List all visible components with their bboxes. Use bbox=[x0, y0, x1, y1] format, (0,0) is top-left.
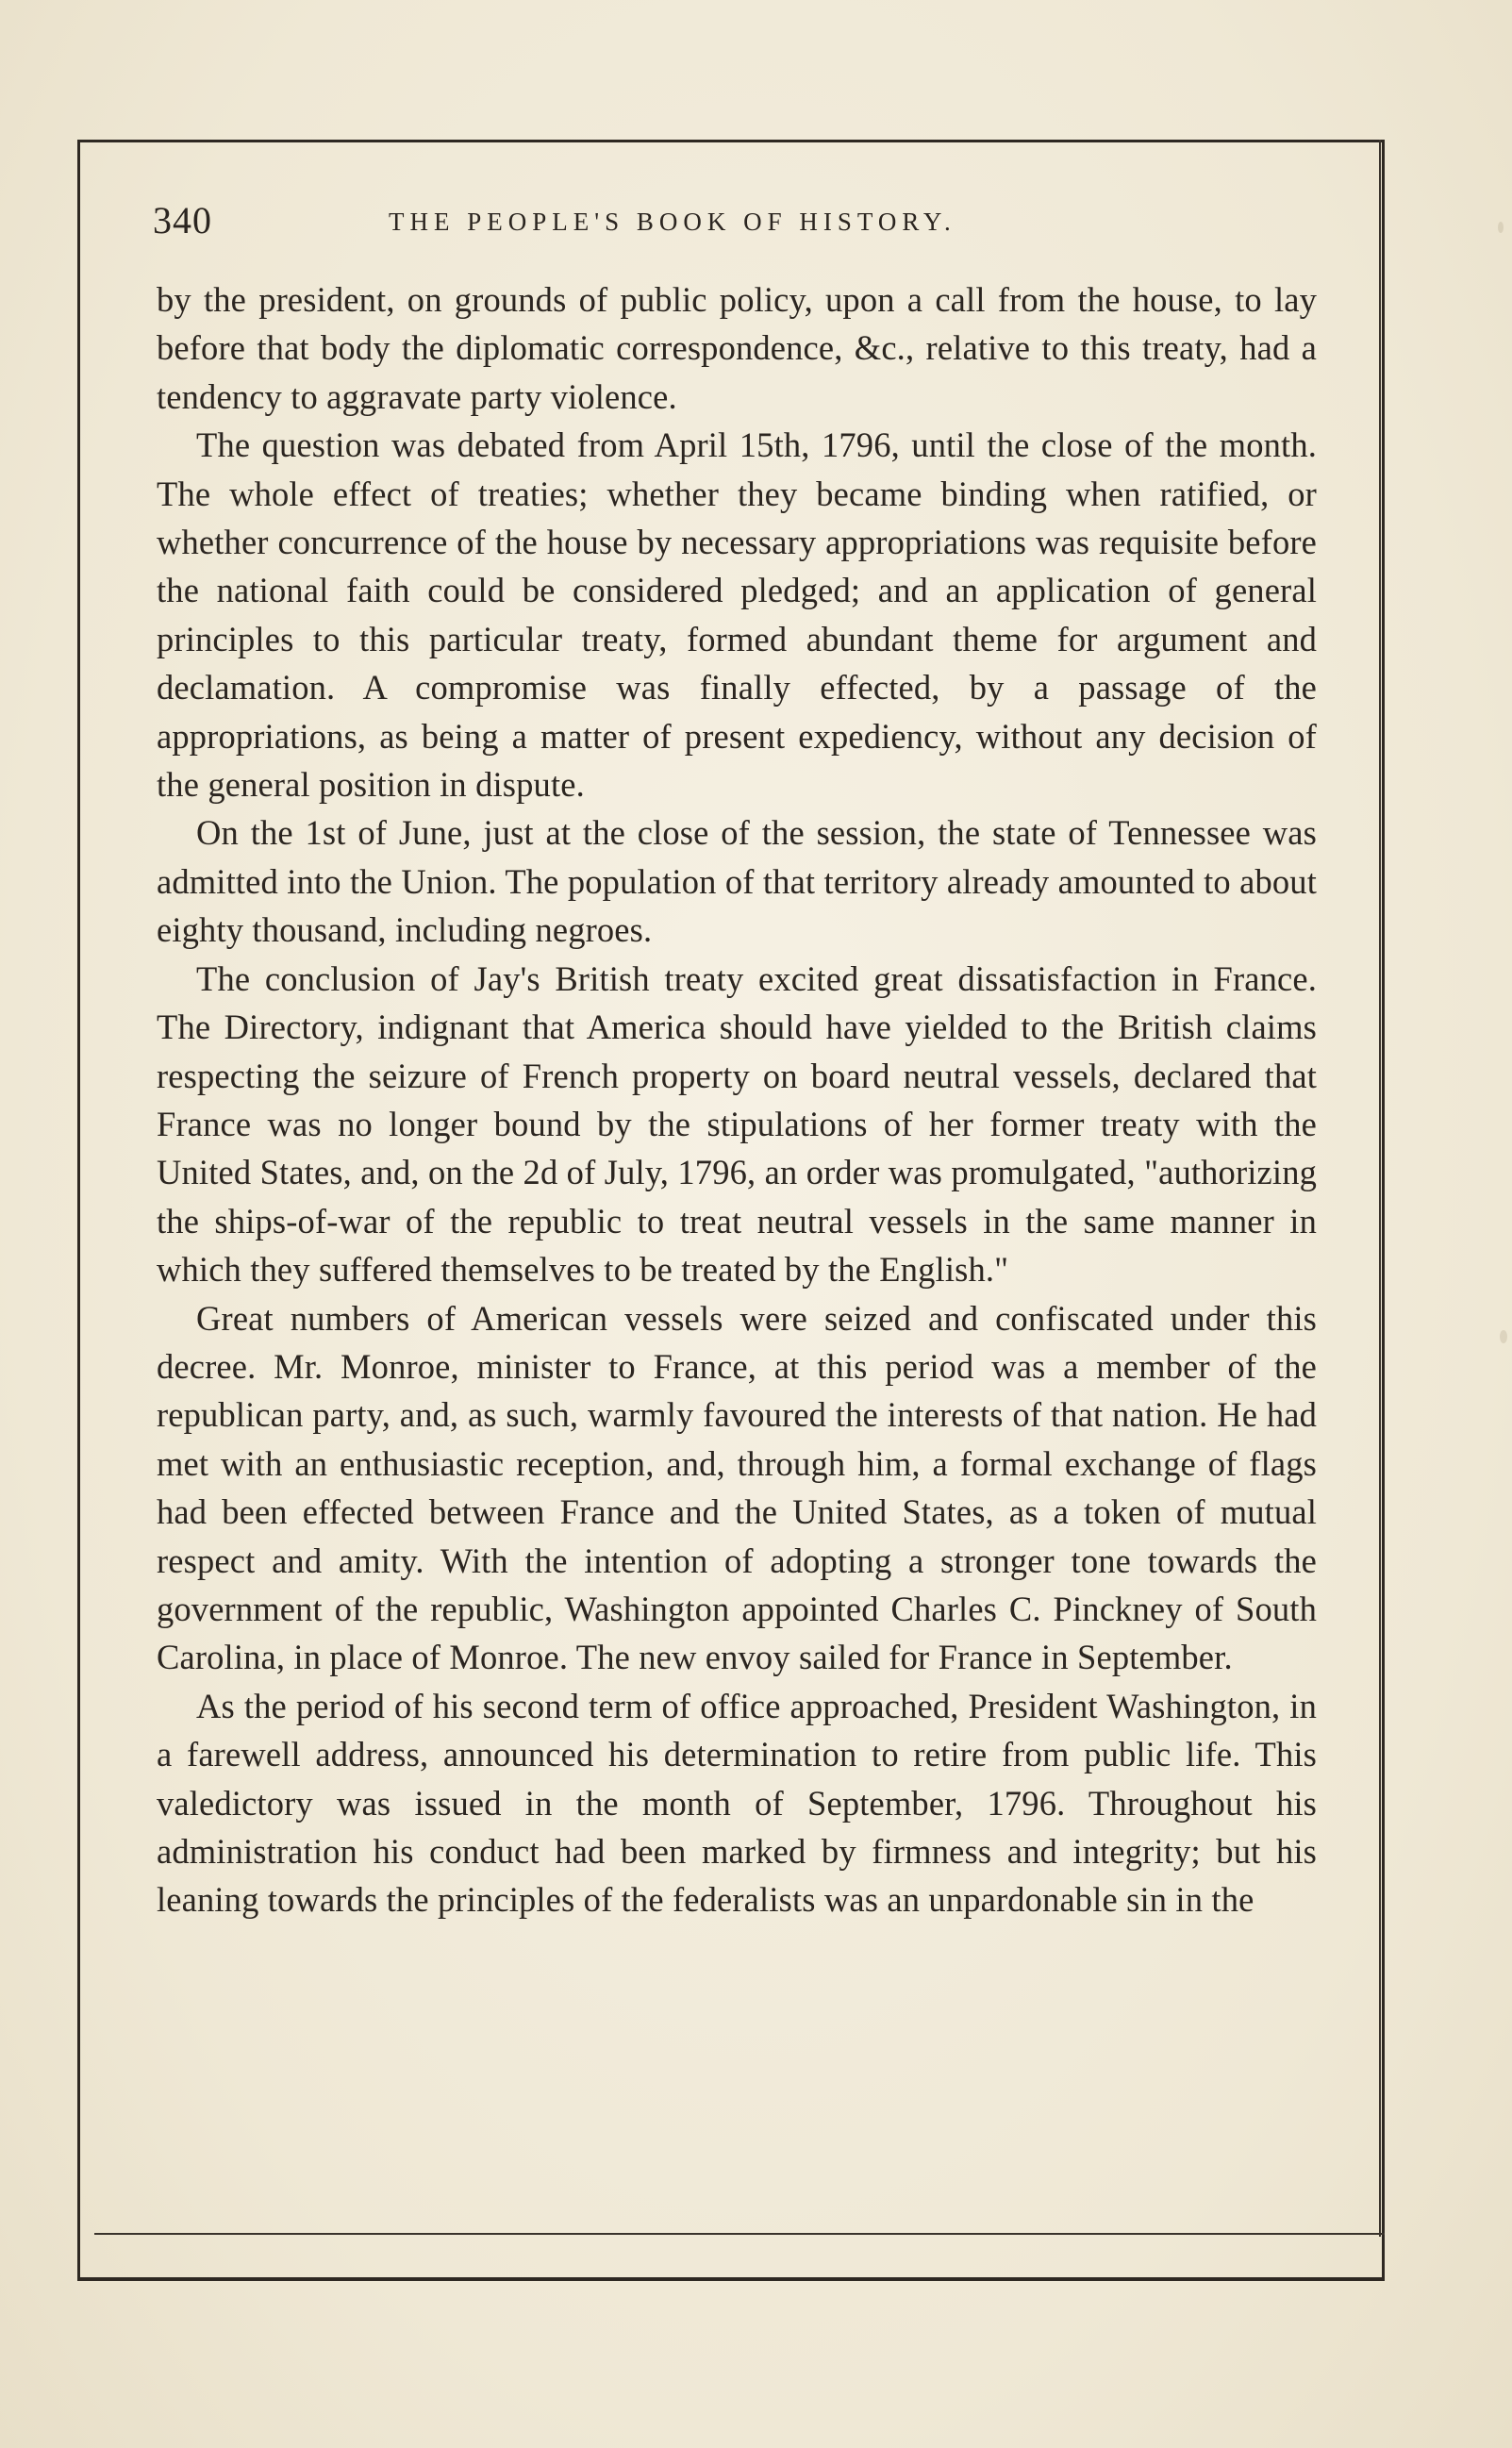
page-blemish bbox=[1500, 1330, 1507, 1343]
page-number: 340 bbox=[153, 199, 212, 241]
paragraph: by the president, on grounds of public policy, upon a call from the house, to lay before that body the diplomatic correspondence, &c., relative to this treaty, had a tendency to aggravate party violence. bbox=[157, 280, 1317, 416]
paragraph: The conclusion of Jay's British treaty excited great dissatisfaction in France. The Directory, indignant that America should have yielded to the British claims respecting the seizure of French property on board neutral vessels, declared that France was no longer bound by the stipulations of her former treaty with the United States, and, on the 2d of July, 1796, an order was promulgated, "authorizing the ships-of-war of the republic to treat neutral vessels in the same manner in which they suffered themselves to be treated by the English." bbox=[157, 958, 1317, 1290]
paragraph: On the 1st of June, just at the close of the session, the state of Tennessee was admitted into the Union. The population of that territory already amounted to about eighty thousand, including negroes. bbox=[157, 813, 1317, 950]
body-text bbox=[157, 275, 1317, 1924]
running-head: THE PEOPLE'S BOOK OF HISTORY. bbox=[389, 208, 956, 236]
border-rule-right bbox=[1379, 140, 1381, 2237]
paragraph: The question was debated from April 15th, 1796, until the close of the month. The whole effect of treaties; whether they became binding when ratified, or whether concurrence of the house by necessary appropriations was requisite before the national faith could be considered pledged; and an application of general principles to this particular treaty, formed abundant theme for argument and declamation. A compromise was finally effected, by a passage of the appropriations, as being a matter of present expediency, without any decision of the general position in dispute. bbox=[157, 425, 1317, 805]
page-blemish bbox=[1498, 222, 1504, 233]
border-rule-bottom bbox=[94, 2233, 1385, 2235]
paragraph: Great numbers of American vessels were seized and confiscated under this decree. Mr. Monroe, minister to France, at this period was a member of the republican party, and, as such, warmly favoured the interests of that nation. He had met with an enthusiastic reception, and, through him, a formal exchange of flags had been effected between France and the United States, as a token of mutual respect and amity. With the intention of adopting a stronger tone towards the government of the republic, Washington appointed Charles C. Pinckney of South Carolina, in place of Monroe. The new envoy sailed for France in September. bbox=[157, 1298, 1317, 1677]
paragraph: As the period of his second term of office approached, President Washington, in a farewell address, announced his determination to retire from public life. This valedictory was issued in the month of September, 1796. Throughout his administration his conduct had been marked by firmness and integrity; but his leaning towards the principles of the federalists was an unpardonable sin in the bbox=[157, 1686, 1317, 1920]
page-header bbox=[153, 198, 1322, 255]
